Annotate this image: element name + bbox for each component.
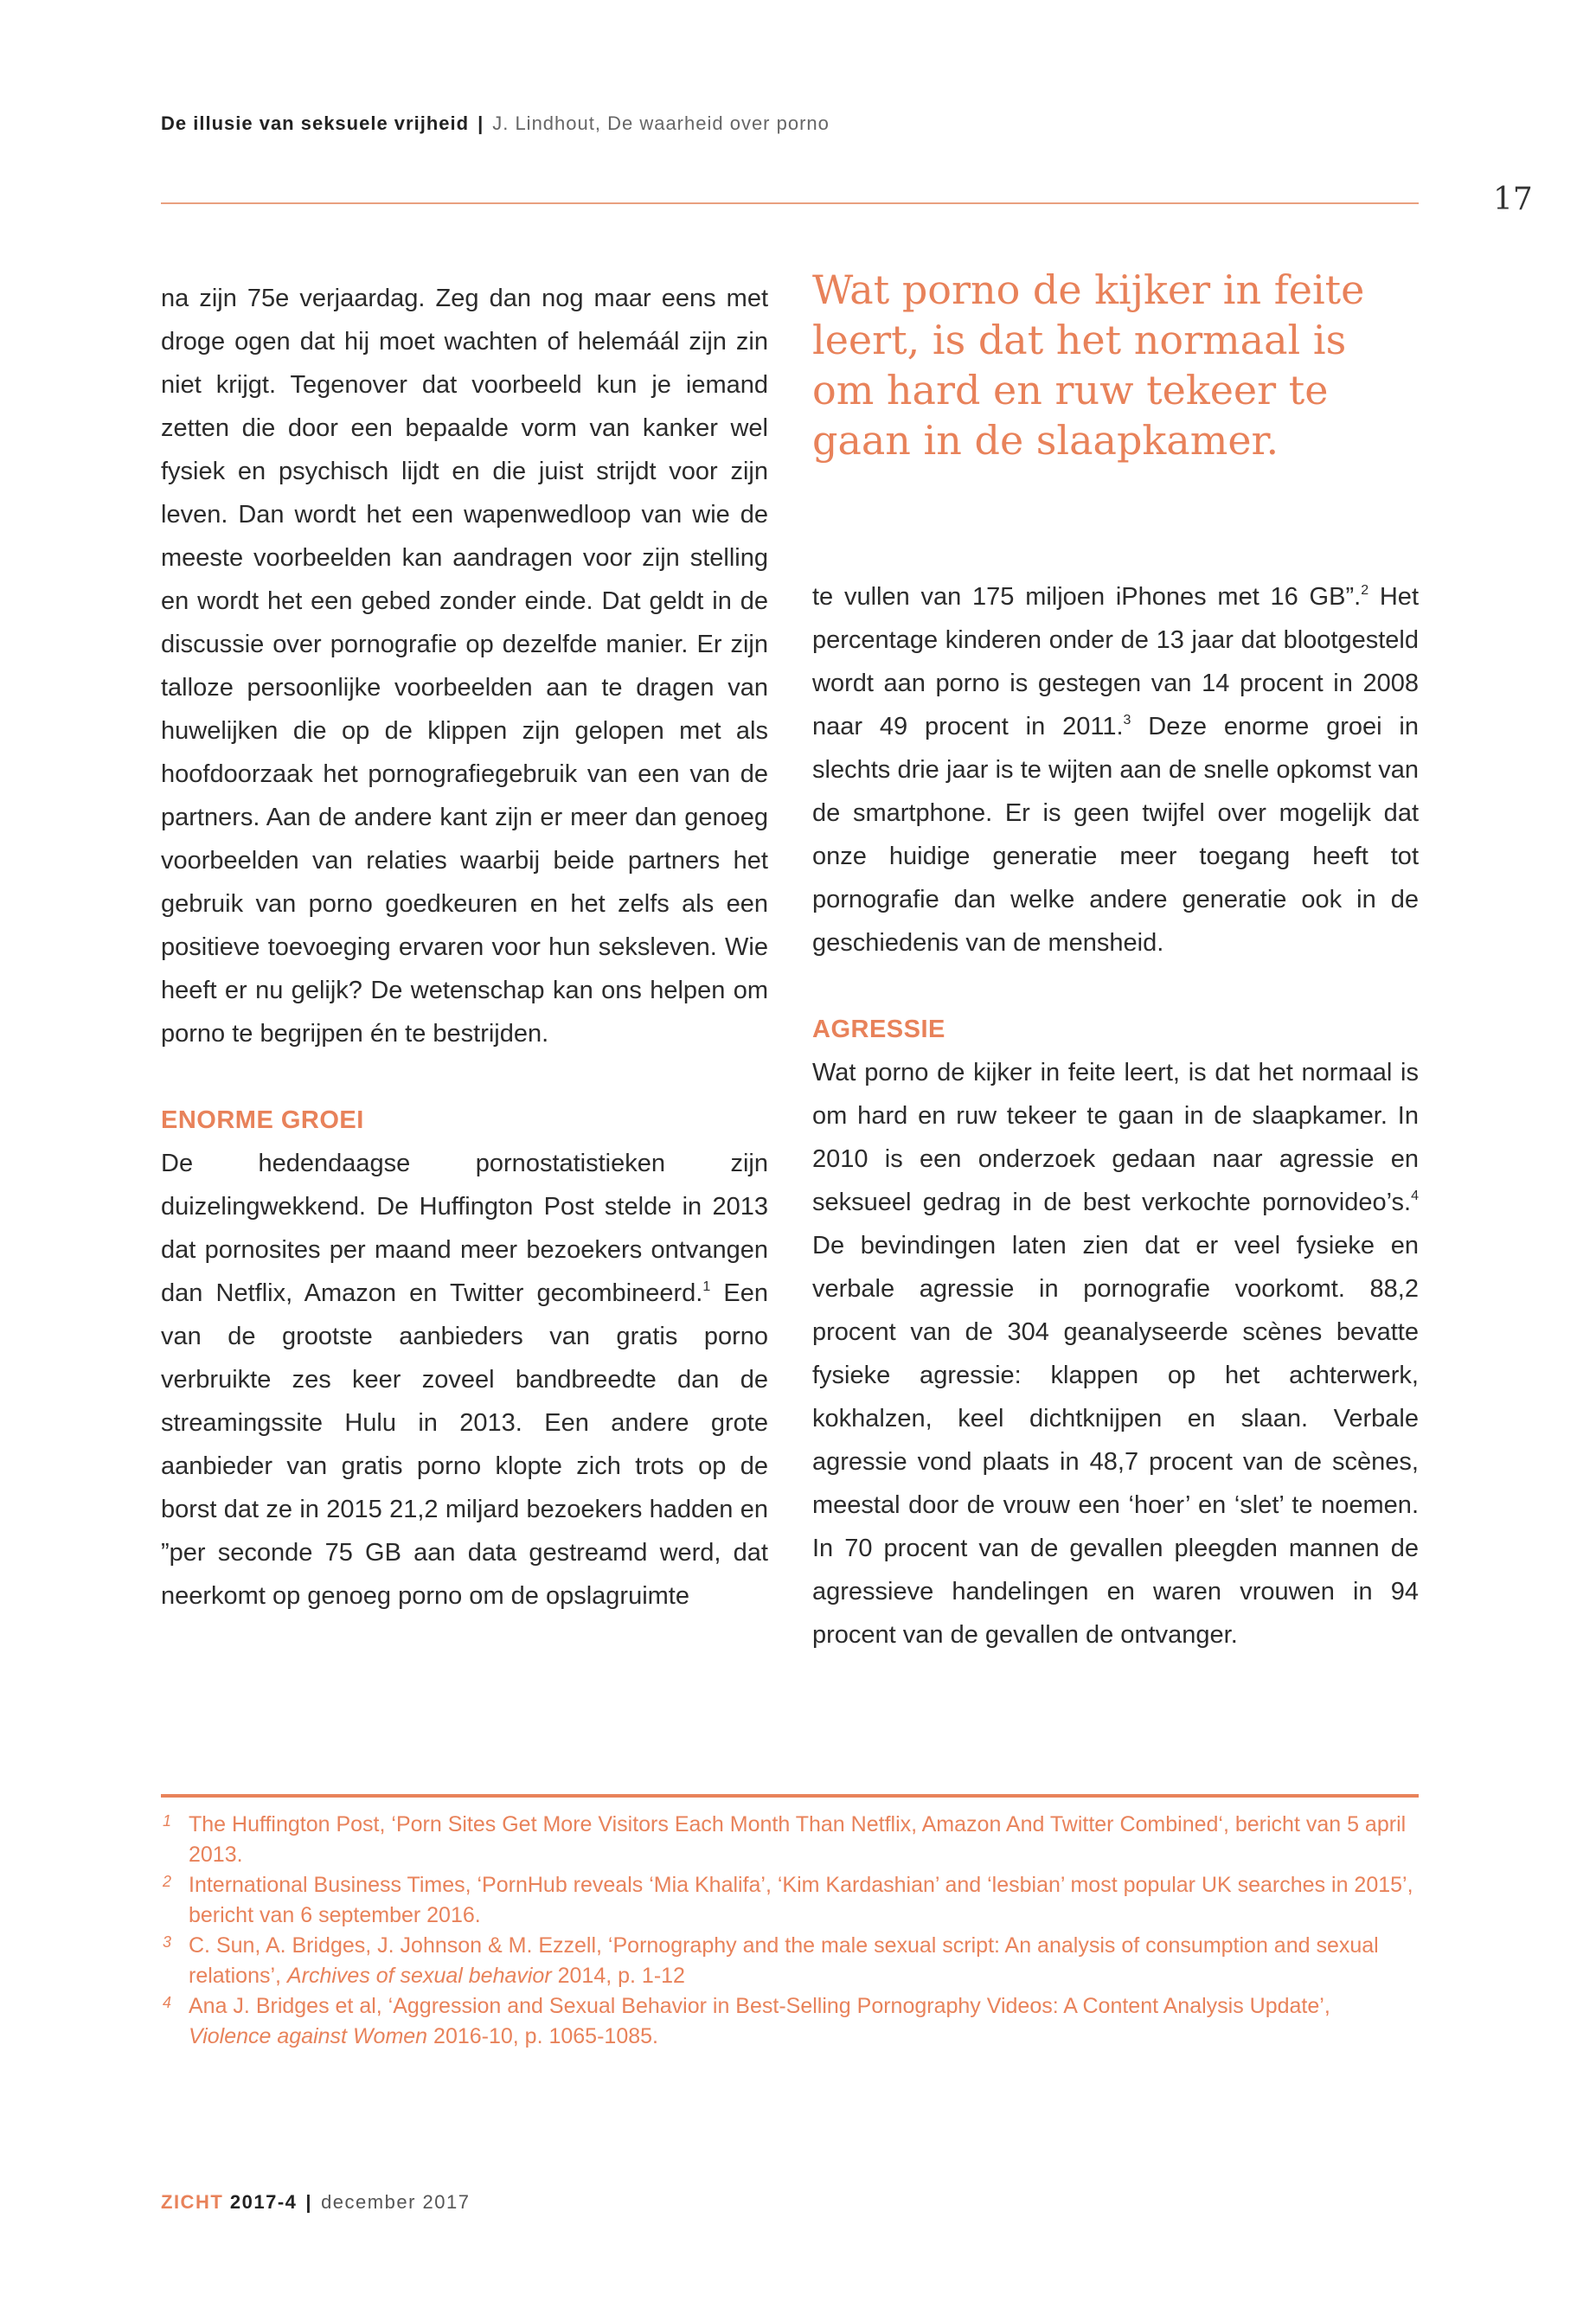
footnote-1 (161, 1810, 1419, 1870)
footnotes (161, 1810, 1419, 2052)
footnote-4 (161, 1991, 1419, 2052)
footer-date: december 2017 (321, 2191, 471, 2213)
footer-issue: 2017-4 (229, 2191, 298, 2213)
body-text: Het percentage kinderen onder de 13 jaar dat blootgesteld wordt aan porno is gestegen van 14 procent in 2008 naar 49 procent in 2011. (812, 583, 1419, 740)
pull-quote: Wat porno de kijker in feite leert, is dat het normaal is om hard en ruw tekeer te gaan in de slaapkamer. (812, 266, 1365, 464)
footnote-number: 2 (163, 1873, 172, 1890)
footnote-number: 3 (163, 1933, 172, 1951)
footnote-text: The Huffington Post, ‘Porn Sites Get More Visitors Each Month Than Netflix, Amazon And Twitter Combined‘, bericht van 5 april 2013. (189, 1812, 1407, 1867)
footnote-journal-title: Archives of sexual behavior (286, 1964, 552, 1988)
running-footer (161, 2191, 470, 2214)
body-text: De hedendaagse pornostatistieken zijn duizelingwekkend. De Huffington Post stelde in 2013 dat pornosites per maand meer bezoekers ontvangen dan Netflix, Amazon en Twitter gecombineerd. (161, 1150, 768, 1307)
body-text: te vullen van 175 miljoen iPhones met 16 GB”. (812, 583, 1362, 611)
body-text: Wat porno de kijker in feite leert, is dat het normaal is om hard en ruw tekeer te gaan in de slaapkamer. In 2010 is een onderzoek gedaan naar agressie en seksueel gedrag in de best verkochte pornovideo’s. (812, 1059, 1419, 1216)
agressie-paragraph (812, 1051, 1419, 1657)
section-heading-agressie: AGRESSIE (812, 1016, 945, 1043)
footnote-ref-1: 1 (702, 1279, 711, 1294)
footnote-text-part: 2016-10, p. 1065-1085. (427, 2024, 658, 2048)
footnote-text-part: 2014, p. 1-12 (551, 1964, 685, 1988)
body-text: Een van de grootste aanbieders van gratis porno verbruikte zes keer zoveel bandbreedte dan de streamingssite Hulu in 2013. Een andere grote aanbieder van gratis porno klopte zich trots op de borst dat ze in 2015 21,2 miljard bezoekers hadden en ”per seconde 75 GB aan data gestreamd werd, dat neerkomt op genoeg porno om de opslagruimte (161, 1279, 768, 1610)
footnote-text-part: C. Sun, A. Bridges, J. Johnson & M. Ezzell, ‘Pornography and the male sexual script: An analysis of consumption and sexual relations’, (189, 1933, 1379, 1988)
footnote-text (189, 1933, 1379, 1988)
footnote-text (189, 1994, 1330, 2048)
footnote-text-part: Ana J. Bridges et al, ‘Aggression and Sexual Behavior in Best-Selling Pornography Videos: A Content Analysis Update’, (189, 1994, 1330, 2018)
footnote-3 (161, 1931, 1419, 1991)
footnote-ref-4: 4 (1411, 1189, 1419, 1203)
header-title: De illusie van seksuele vrijheid (161, 112, 470, 134)
footnote-text: International Business Times, ‘PornHub reveals ‘Mia Khalifa’, ‘Kim Kardashian’ and ‘lesbian’ most popular UK searches in 2015’, bericht van 6 september 2016. (189, 1873, 1413, 1927)
continuation-paragraph (812, 575, 1419, 965)
header-separator: | (478, 112, 484, 134)
footnote-ref-2: 2 (1361, 583, 1369, 598)
footnote-number: 4 (163, 1994, 172, 2011)
header-rule (161, 202, 1419, 204)
section-heading-enorme-groei: ENORME GROEI (161, 1106, 364, 1134)
enorme-groei-paragraph (161, 1142, 768, 1618)
body-text: De bevindingen laten zien dat er veel fysieke en verbale agressie in pornografie voorkomt. 88,2 procent van de 304 geanalyseerde scènes bevatte fysieke agressie: klappen op het achterwerk, kokhalzen, keel dichtknijpen en slaan. Verbale agressie vond plaats in 48,7 procent van de scènes, meestal door de vrouw een ‘hoer’ en ‘slet’ te noemen. In 70 procent van de gevallen pleegden mannen de agressieve handelingen en waren vrouwen in 94 procent van de gevallen de ontvanger. (812, 1232, 1419, 1649)
footer-separator: | (305, 2191, 313, 2213)
header-author: J. Lindhout, De waarheid over porno (492, 112, 830, 134)
intro-paragraph: na zijn 75e verjaardag. Zeg dan nog maar eens met droge ogen dat hij moet wachten of helemáál zijn zin niet krijgt. Tegenover dat voorbeeld kun je iemand zetten die door een bepaalde vorm van kanker wel fysiek en psychisch lijdt en die juist strijdt voor zijn leven. Dan wordt het een wapenwedloop van wie de meeste voorbeelden kan aandragen voor zijn stelling en wordt het een gebed zonder einde. Dat geldt in de discussie over pornografie op dezelfde manier. Er zijn talloze persoonlijke voorbeelden aan te dragen van huwelijken die op de klippen zijn gelopen met als hoofdoorzaak het pornografiegebruik van een van de partners. Aan de andere kant zijn er meer dan genoeg voorbeelden van relaties waarbij beide partners het gebruik van porno goedkeuren en het zelfs als een positieve toevoeging ervaren voor hun seksleven. Wie heeft er nu gelijk? De wetenschap kan ons helpen om porno te begrijpen én te bestrijden. (161, 285, 768, 1048)
footnote-2 (161, 1870, 1419, 1931)
footnote-journal-title: Violence against Women (189, 2024, 428, 2048)
footnote-rule (161, 1794, 1419, 1798)
left-column (161, 277, 768, 1618)
footer-magazine: ZICHT (161, 2191, 224, 2213)
page-number: 17 (1493, 182, 1533, 217)
footnote-ref-3: 3 (1123, 713, 1131, 727)
right-column (812, 575, 1419, 1657)
body-text: Deze enorme groei in slechts drie jaar is te wijten aan de snelle opkomst van de smartphone. Er is geen twijfel over mogelijk dat onze huidige generatie meer toegang heeft tot pornografie dan welke andere generatie ook in de geschiedenis van de mensheid. (812, 713, 1419, 957)
footnote-number: 1 (163, 1812, 172, 1830)
running-header (161, 112, 830, 135)
